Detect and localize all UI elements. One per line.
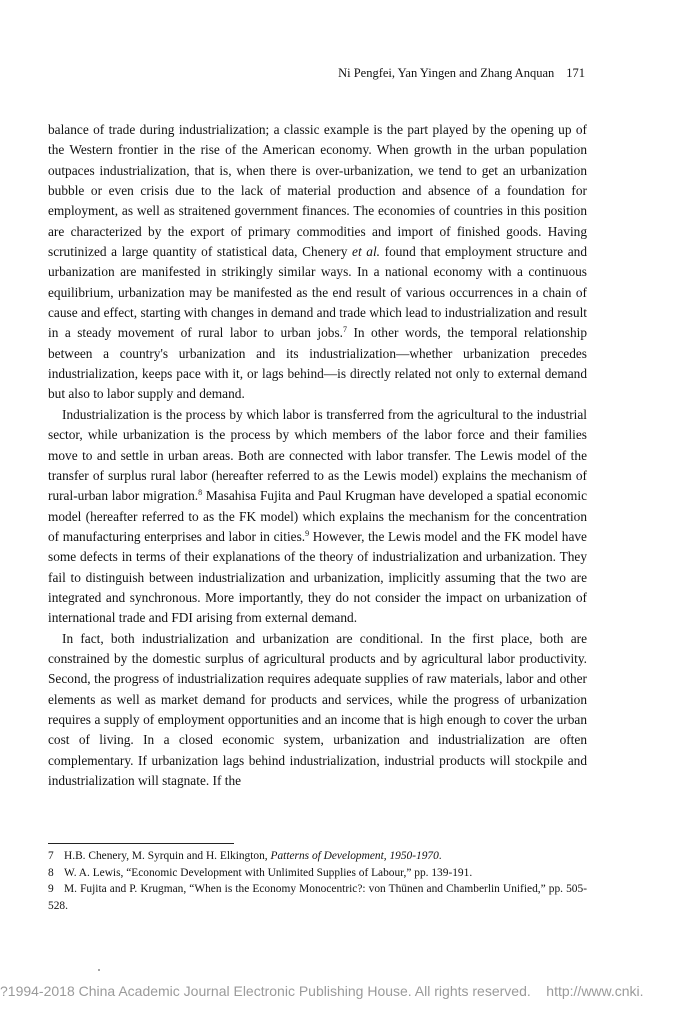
running-head <box>338 66 585 81</box>
footnote-number: 8 <box>48 866 54 879</box>
paragraph-2-part-a: Industrialization is the process by which labor is transferred from the agricultural to the industrial sector, while urbanization is the process by which members of the labor force and their families move to and settle in urban areas. Both are connected with labor transfer. The Lewis model of the transfer of surplus rural labor (hereafter referred to as the Lewis model) explains the mechanism of rural-urban labor migration. <box>48 406 587 504</box>
paragraph-2 <box>48 405 587 629</box>
footnote-text: W. A. Lewis, “Economic Development with Unlimited Supplies of Labour,” pp. 139-191. <box>64 866 473 879</box>
page-number: 171 <box>566 66 585 80</box>
footnote-9 <box>48 881 587 914</box>
footnotes <box>48 848 587 914</box>
paragraph-1-part-b: found that employment structure and urbanization are manifested in strikingly similar ways. In a national economy with a continuous equilibrium, urbanization may be manifested as the end result of various occurrences in a chain of cause and effect, starting with changes in demand and trade which lead to industrialization and result in a steady movement of rural labor to urban jobs. <box>48 244 587 341</box>
footnote-ref-7[interactable]: 7 <box>342 325 347 335</box>
paragraph-1-part-c: In other words, the temporal relationship between a country's urbanization and its industrialization—whether urbanization precedes industrialization, keeps pace with it, or lags behind—is directly related not only to external demand but also to labor supply and demand. <box>48 325 587 402</box>
footnote-ref-8[interactable]: 8 <box>198 488 203 498</box>
footnote-title: Patterns of Development, 1950-1970 <box>270 850 439 862</box>
paragraph-3: In fact, both industrialization and urbanization are conditional. In the first place, both are constrained by the domestic surplus of agricultural products and by agricultural labor productivity. Second, the progress of industrialization requires adequate supplies of raw materials, labor and other elements as well as market demand for products and services, while the progress of urbanization requires a supply of employment opportunities and an income that is high enough to cover the urban cost of living. In a closed economic system, urbanization and industrialization are often complementary. If urbanization lags behind industrialization, industrial products will stockpile and industrialization will stagnate. If the <box>48 630 587 788</box>
footnote-number: 7 <box>48 850 54 862</box>
copyright-footer: ?1994-2018 China Academic Journal Electronic Publishing House. All rights reserved. http://www.cnki. <box>0 983 644 999</box>
footnote-number: 9 <box>48 883 54 895</box>
footnote-text: H.B. Chenery, M. Syrquin and H. Elkington, <box>64 850 271 862</box>
footnote-7 <box>48 848 587 865</box>
footnote-ref-9[interactable]: 9 <box>305 528 310 538</box>
running-head-authors: Ni Pengfei, Yan Yingen and Zhang Anquan <box>338 66 555 80</box>
paragraph-1-part-a: balance of trade during industrialization; a classic example is the part played by the opening up of the Western frontier in the rise of the American economy. When growth in the urban population outpaces industrialization, that is, when there is over-urbanization, we tend to get an urbanization bubble or even crisis due to the lack of material production and absence of a foundation for employment, as well as straitened government finances. The economies of countries in this position are characterized by the export of primary commodities and import of finished goods. Having scrutinized a large quantity of statistical data, Chenery <box>48 122 587 260</box>
scan-dot <box>98 969 100 971</box>
footnote-8 <box>48 865 587 882</box>
paragraph-2-part-b: Masahisa Fujita and Paul Krugman have developed a spatial economic model (hereafter referred to as the FK model) which explains the mechanism for the concentration of manufacturing enterprises and labor in cities. <box>48 488 587 544</box>
footnote-rule <box>48 843 234 844</box>
paragraph-1 <box>48 120 587 405</box>
footnote-text-end: . <box>438 850 442 862</box>
footnote-text: M. Fujita and P. Krugman, “When is the Economy Monocentric?: von Thünen and Chamberlin Unified,” pp. 505-528. <box>48 883 587 912</box>
et-al-italic: et al. <box>352 244 380 260</box>
body-text <box>48 120 587 791</box>
paragraph-2-part-c: However, the Lewis model and the FK model have some defects in terms of their explanations of the theory of industrialization and urbanization. They fail to distinguish between industrialization and urbanization, implicitly assuming that the two are integrated and synchronous. More importantly, they do not consider the impact on urbanization of international trade and FDI arising from external demand. <box>48 528 587 626</box>
